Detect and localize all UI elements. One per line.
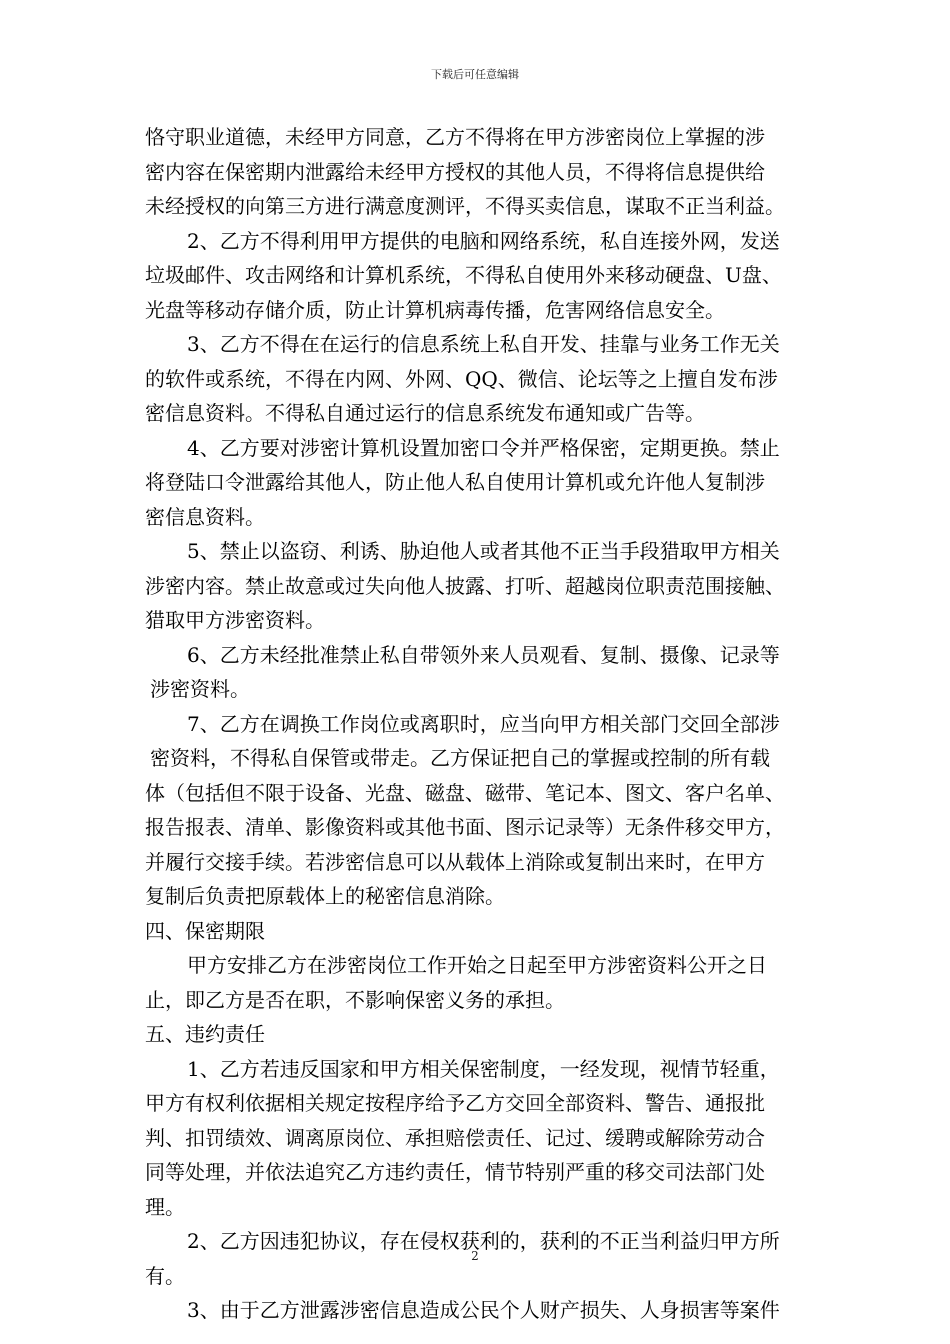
text-line: 涉密资料。 (150, 677, 250, 701)
text-line: 5、禁止以盗窃、利诱、胁迫他人或者其他不正当手段猎取甲方相关 (187, 539, 780, 563)
text-line: 甲方有权利依据相关规定按程序给予乙方交回全部资料、警告、通报批 (145, 1091, 765, 1115)
text-line: 将登陆口令泄露给其他人，防止他人私自使用计算机或允许他人复制涉 (145, 470, 765, 494)
text-line: 1、乙方若违反国家和甲方相关保密制度，一经发现，视情节轻重， (187, 1056, 780, 1081)
text-line: 未经授权的向第三方进行满意度测评，不得买卖信息，谋取不正当利益。 (145, 194, 785, 218)
text-line: 复制后负责把原载体上的秘密信息消除。 (145, 884, 505, 908)
page-header: 下载后可任意编辑 (431, 68, 519, 81)
text-line: 密信息资料。不得私自通过运行的信息系统发布通知或广告等。 (145, 401, 705, 425)
text-line: 垃圾邮件、攻击网络和计算机系统，不得私自使用外来移动硬盘、U盘、 (145, 263, 782, 287)
page-number: 2 (471, 1249, 479, 1263)
text-line: 6、乙方未经批准禁止私自带领外来人员观看、复制、摄像、记录等 (187, 642, 780, 667)
text-line: 7、乙方在调换工作岗位或离职时，应当向甲方相关部门交回全部涉 (187, 711, 780, 736)
text-line: 2、乙方因违犯协议，存在侵权获利的，获利的不正当利益归甲方所 (187, 1229, 780, 1253)
text-line: 密资料，不得私自保管或带走。乙方保证把自己的掌握或控制的所有载 (150, 746, 770, 770)
text-line: 3、乙方不得在在运行的信息系统上私自开发、挂靠与业务工作无关 (187, 332, 780, 356)
text-line: 密信息资料。 (145, 504, 265, 529)
text-line: 2、乙方不得利用甲方提供的电脑和网络系统，私自连接外网，发送 (187, 228, 780, 253)
text-line: 的软件或系统，不得在内网、外网、QQ、微信、论坛等之上擅自发布涉 (145, 366, 778, 391)
text-line: 五、违约责任 (145, 1022, 265, 1046)
text-line: 4、乙方要对涉密计算机设置加密口令并严格保密，定期更换。禁止 (187, 435, 780, 460)
text-line: 止，即乙方是否在职，不影响保密义务的承担。 (145, 987, 565, 1012)
text-line: 涉密内容。禁止故意或过失向他人披露、打听、超越岗位职责范围接触、 (145, 573, 785, 598)
text-line: 密内容在保密期内泄露给未经甲方授权的其他人员，不得将信息提供给 (145, 159, 765, 184)
text-line: 光盘等移动存储介质，防止计算机病毒传播，危害网络信息安全。 (145, 297, 725, 322)
text-line: 并履行交接手续。若涉密信息可以从载体上消除或复制出来时，在甲方 (145, 849, 765, 874)
text-line: 甲方安排乙方在涉密岗位工作开始之日起至甲方涉密资料公开之日 (187, 953, 767, 977)
text-line: 理。 (145, 1194, 185, 1219)
text-line: 报告报表、清单、影像资料或其他书面、图示记录等）无条件移交甲方， (145, 815, 785, 839)
text-line: 有。 (145, 1263, 185, 1288)
text-line: 体（包括但不限于设备、光盘、磁盘、磁带、笔记本、图文、客户名单、 (145, 780, 785, 805)
text-line: 猎取甲方涉密资料。 (145, 608, 325, 632)
document-body (145, 120, 850, 1328)
text-line: 3、由于乙方泄露涉密信息造成公民个人财产损失、人身损害等案件 (187, 1298, 780, 1322)
text-line: 判、扣罚绩效、调离原岗位、承担赔偿责任、记过、缓聘或解除劳动合 (145, 1125, 765, 1150)
text-line: 恪守职业道德，未经甲方同意，乙方不得将在甲方涉密岗位上掌握的涉 (145, 125, 765, 149)
text-line: 四、保密期限 (145, 918, 265, 943)
text-line: 同等处理，并依法追究乙方违约责任，情节特别严重的移交司法部门处 (145, 1160, 765, 1184)
